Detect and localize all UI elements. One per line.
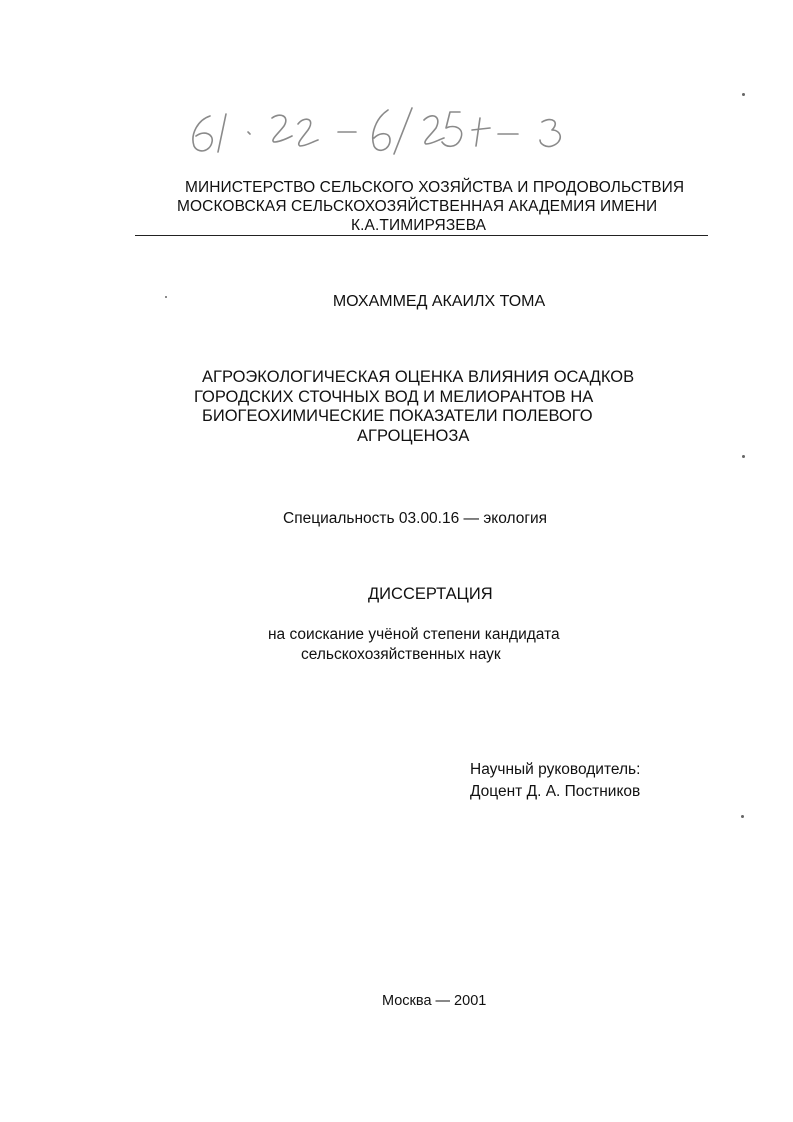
scan-speck (741, 815, 744, 818)
degree-line-2: сельскохозяйственных наук (301, 646, 501, 663)
supervisor-label: Научный руководитель: (470, 761, 641, 778)
degree-line-1: на соискание учёной степени кандидата (268, 626, 560, 643)
specialty-line: Специальность 03.00.16 — экология (283, 510, 548, 527)
supervisor-block (470, 759, 640, 803)
title-line-3: БИОГЕОХИМИЧЕСКИЕ ПОКАЗАТЕЛИ ПОЛЕВОГО (202, 407, 593, 425)
supervisor-name: Доцент Д. А. Постников (470, 783, 641, 800)
scan-speck (742, 93, 745, 96)
academy-name-line: К.А.ТИМИРЯЗЕВА (351, 217, 487, 234)
degree-statement (268, 625, 560, 665)
scan-speck (742, 455, 745, 458)
title-line-4: АГРОЦЕНОЗА (357, 426, 470, 445)
academy-line: МОСКОВСКАЯ СЕЛЬСКОХОЗЯЙСТВЕННАЯ АКАДЕМИЯ ИМЕНИ (177, 198, 658, 215)
ministry-line: МИНИСТЕРСТВО СЕЛЬСКОГО ХОЗЯЙСТВА И ПРОДОВОЛЬСТВИЯ (185, 179, 685, 196)
city-year: Москва — 2001 (382, 993, 487, 1009)
title-line-1: АГРОЭКОЛОГИЧЕСКАЯ ОЦЕНКА ВЛИЯНИЯ ОСАДКОВ (202, 368, 635, 386)
handwritten-archive-number (180, 96, 600, 166)
document-type-heading: ДИССЕРТАЦИЯ (368, 585, 493, 603)
header-divider (135, 235, 708, 236)
scan-speck (165, 296, 167, 298)
institution-header (135, 178, 707, 235)
dissertation-title (190, 368, 710, 446)
author-name: МОХАММЕД АКАИЛХ ТОМА (332, 293, 546, 310)
handwritten-scribble (180, 96, 600, 166)
title-line-2: ГОРОДСКИХ СТОЧНЫХ ВОД И МЕЛИОРАНТОВ НА (194, 387, 594, 406)
